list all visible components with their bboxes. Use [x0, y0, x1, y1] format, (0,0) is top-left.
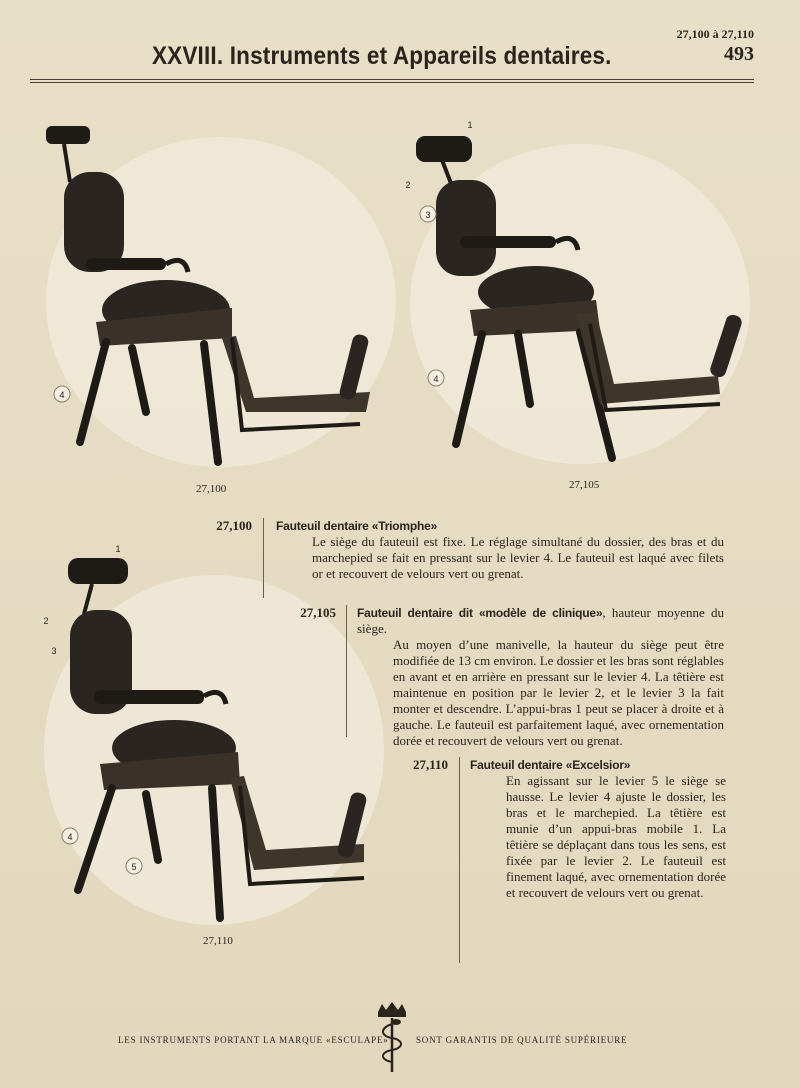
marker-2: 2 [405, 180, 411, 190]
header-rule [30, 79, 754, 80]
marker-4: 4 [59, 390, 65, 400]
header-rule-double [30, 82, 754, 83]
marker-1: 1 [115, 544, 121, 554]
esculape-logo-icon [372, 1000, 412, 1079]
entry-bar [263, 518, 264, 598]
chair-photo-27100 [36, 112, 406, 477]
entry-bar [346, 605, 347, 737]
entry-description: Au moyen d’une manivelle, la hauteur du siège peut être modifiée de 13 cm environ. Le dossier et les bras sont réglables en avant et en arrière en pressant sur le levier 4. La têtière est maintenue en position par le levier 2, et le levier 3 la fait monter et descendre. L’appui-bras 1 peut se placer à droite et à gauche. Le fauteuil est parfaitement laqué, avec ornementation dorée et recouvert de velours vert ou grenat. [393, 637, 724, 748]
entry-description: Le siège du fauteuil est fixe. Le réglage simultané du dossier, des bras et du marchepied se fait en pressant sur le levier 4. Le fauteuil est laqué avec filets or et recouvert de velours vert ou grenat. [312, 534, 724, 581]
marker-4: 4 [67, 832, 73, 842]
entry-27100 [200, 518, 730, 600]
marker-3: 3 [425, 210, 431, 220]
page-number: 493 [724, 43, 754, 65]
marker-4: 4 [433, 374, 439, 384]
caption-27110: 27,110 [203, 935, 233, 947]
marker-5: 5 [131, 862, 137, 872]
page-title: XXVIII. Instruments et Appareils dentaires. [152, 42, 612, 70]
entry-lead: , hauteur moyenne du siège. [357, 605, 724, 636]
entry-description: En agissant sur le levier 5 le siège se hausse. Le levier 4 ajuste le dossier, les bras et le marchepied. La têtière est munie d’un appui-bras mobile 1. La têtière se déplaçant dans tous les sens, est fixée par le levier 2. Le fauteuil est finement laqué, avec ornementation dorée et recouvert de velours vert ou grenat. [506, 773, 726, 900]
entry-ref: 27,105 [300, 605, 336, 620]
entry-name: Fauteuil dentaire «Triomphe» [276, 519, 438, 533]
entry-27110 [400, 757, 730, 967]
caption-27105: 27,105 [569, 479, 600, 491]
chair-photo-27105 [400, 114, 760, 474]
marker-1: 1 [467, 120, 473, 130]
footer-right-text: SONT GARANTIS DE QUALITÉ SUPÉRIEURE [416, 1035, 628, 1045]
entry-ref: 27,110 [412, 757, 448, 772]
entry-name: Fauteuil dentaire «Excelsior» [470, 758, 631, 772]
footer-left-text: LES INSTRUMENTS PORTANT LA MARQUE «ESCULAPE» [118, 1035, 389, 1045]
caption-27100: 27,100 [196, 483, 227, 495]
page-range: 27,100 à 27,110 [676, 27, 754, 41]
entry-ref: 27,100 [216, 518, 252, 533]
entry-name: Fauteuil dentaire dit «modèle de clinique» [357, 606, 603, 620]
marker-3: 3 [51, 646, 57, 656]
entry-bar [459, 757, 460, 963]
marker-2: 2 [43, 616, 49, 626]
entry-27105 [290, 605, 730, 748]
